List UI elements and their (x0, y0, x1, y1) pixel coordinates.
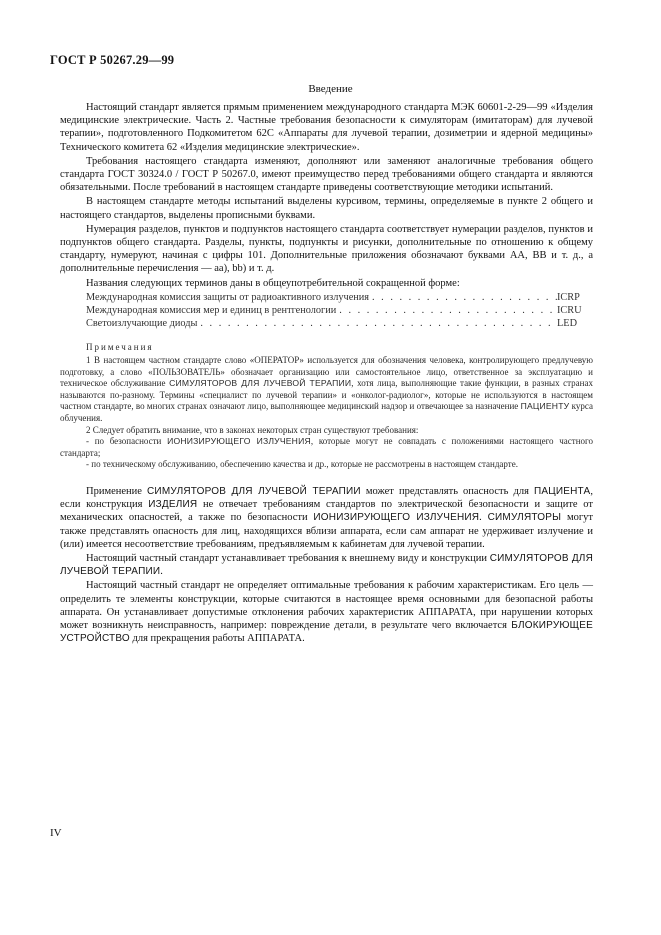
defined-term: БЛОКИРУЮЩЕЕ УСТРОЙСТВО (60, 620, 593, 645)
intro-paragraph-5 (60, 277, 593, 290)
text-run: Нумерация разделов, пунктов и подпунктов настоящего стандарта соответствует нумерации разделов, пунктов и подпунктов общего стандарта. Разделы, пункты, подпункты и рисунки, дополнительные по отношению к общему стандарту, нумеруют, начиная с цифры 101. Дополнительные приложения обозначают буквами АА, ВВ и т. д., а дополнительные перечисления — аа), bb) и т. д. (60, 223, 593, 275)
defined-term: СИМУЛЯТОРОВ ДЛЯ ЛУЧЕВОЙ ТЕРАПИИ (60, 553, 593, 578)
text-run: 1 В настоящем частном стандарте слово «ОПЕРАТОР» используется для обозначения человека, контролирующего предлучевую подготовку, а слово «ПОЛЬЗОВАТЕЛЬ» обозначает организацию или самостоятельное лицо, ответственное за эксплуатацию и техническое обслуживание (60, 355, 593, 389)
note-2-item-2 (60, 459, 593, 471)
leader-dots (369, 291, 557, 304)
text-run: Настоящий стандарт является прямым применением международного стандарта МЭК 60601-2-29—99 «Изделия медицинские электрические. Часть 2. Частные требования безопасности к симуляторам (имитаторам) для лучевой терапии», подготовленного Подкомитетом 62С «Аппараты для лучевой терапии, дозиметрии и ядерной медицины» Технического комитета 62 «Изделия медицинские электрические». (60, 102, 593, 153)
text-run: . (479, 512, 488, 524)
body-paragraph-7 (60, 552, 593, 578)
text-run: для прекращения работы АППАРАТА. (129, 633, 305, 645)
leader-dots (336, 304, 557, 317)
section-title: Введение (308, 83, 353, 95)
text-run: , если конструкция (60, 485, 593, 511)
defined-term: ПАЦИЕНТА (533, 485, 591, 497)
intro-paragraph-2 (60, 155, 593, 195)
notes-heading: Примечания (86, 342, 154, 353)
body-paragraph-8 (60, 579, 593, 645)
defined-term: ИЗДЕЛИЯ (148, 499, 198, 511)
abbreviation-name: Международная комиссия защиты от радиоактивного излучения (86, 291, 370, 303)
text-run: В настоящем стандарте методы испытаний выделены курсивом, термины, определяемые в пункте 2 общего и настоящего стандартов, выделены прописными буквами. (60, 196, 593, 221)
text-run: . (160, 566, 163, 578)
text-run: - по безопасности (86, 436, 168, 447)
defined-term: ПАЦИЕНТУ (520, 401, 570, 412)
defined-term: ИОНИЗИРУЮЩЕГО ИЗЛУЧЕНИЯ (167, 436, 311, 447)
abbreviation-name: Светоизлучающие диоды (86, 318, 198, 330)
abbreviation-list (60, 291, 593, 331)
abbreviation-code: ICRU (557, 305, 582, 317)
body-paragraph-6 (60, 485, 593, 551)
notes-section (60, 342, 593, 471)
text-run: не отвечает требованиям стандартов по электрической безопасности и защите от механических опасностей, а также по безопасности (60, 499, 593, 524)
abbreviation-code: LED (557, 318, 578, 330)
leader-dots (197, 317, 557, 330)
text-run: Настоящий частный стандарт устанавливает требования к внешнему виду и конструкции (86, 553, 490, 564)
text-run: могут также представлять опасность для лиц, находящихся вблизи аппарата, если сам аппарат не удерживает излучение и (или) имеется несоответствие требованиям, предъявляемым к кабинетам для лучевой терапии. (60, 512, 593, 550)
abbreviation-name: Международная комиссия мер и единиц в рентгенологии (86, 305, 337, 317)
intro-paragraph-3 (60, 195, 593, 221)
abbreviation-item (60, 291, 593, 304)
abbreviation-item (60, 317, 593, 330)
abbreviation-code: ICRP (557, 291, 580, 303)
text-run: , хотя лица, выполняющие такие функции, в разных странах называются по-разному. Термины «специалист по лучевой терапии» и «онколог-радиолог», которые не используются в настоящем частном стандарте, во многих странах означают лицо, выполняющее медицинский надзор и отвечающее за назначение (60, 378, 593, 412)
text-run: 2 Следует обратить внимание, что в законах некоторых стран существуют требования: (86, 424, 419, 435)
text-run: Названия следующих терминов даны в общеупотребительной сокращенной форме: (86, 277, 460, 289)
text-run: может представлять опасность для (360, 485, 534, 497)
intro-paragraph-4 (60, 223, 593, 276)
defined-term: ИОНИЗИРУЮЩЕГО ИЗЛУЧЕНИЯ (313, 512, 480, 524)
note-2-item-1 (60, 436, 593, 459)
note-2 (60, 425, 593, 437)
note-1 (60, 355, 593, 425)
defined-term: СИМУЛЯТОРОВ ДЛЯ ЛУЧЕВОЙ ТЕРАПИИ (147, 485, 361, 497)
document-code-header: ГОСТ Р 50267.29—99 (50, 53, 175, 67)
defined-term: СИМУЛЯТОРОВ ДЛЯ ЛУЧЕВОЙ ТЕРАПИИ (169, 378, 352, 389)
text-run: курса облучения. (60, 401, 593, 424)
text-run: , которые могут не совпадать с положениями настоящего частного стандарта; (60, 436, 593, 458)
text-run: - по техническому обслуживанию, обеспечению качества и др., которые не рассмотрены в настоящем стандарте. (86, 459, 518, 470)
abbreviation-item (60, 304, 593, 317)
defined-term: СИМУЛЯТОРЫ (487, 512, 562, 524)
text-run: Применение (86, 485, 148, 497)
text-run: Настоящий частный стандарт не определяет оптимальные требования к рабочим характеристикам. Его цель — определить те элементы конструкции, которые считаются в настоящее время основными для безопасной работы аппарата. Он устанавливает допустимые отклонения рабочих характеристик АППАРАТА, при нарушении которых может возникнуть неисправность, например: повреждение детали, в результате чего включается (60, 580, 593, 632)
main-text-continued (60, 485, 593, 645)
text-run: Требования настоящего стандарта изменяют, дополняют или заменяют аналогичные требования общего стандарта ГОСТ 30324.0 / ГОСТ Р 50267.0, имеют преимущество перед требованиями общего стандарта и являются обязательными. После требований в настоящем стандарте приведены соответствующие методики испытаний. (60, 155, 593, 194)
page-number: IV (50, 827, 62, 839)
document-body (60, 101, 593, 645)
intro-paragraph-1 (60, 101, 593, 154)
